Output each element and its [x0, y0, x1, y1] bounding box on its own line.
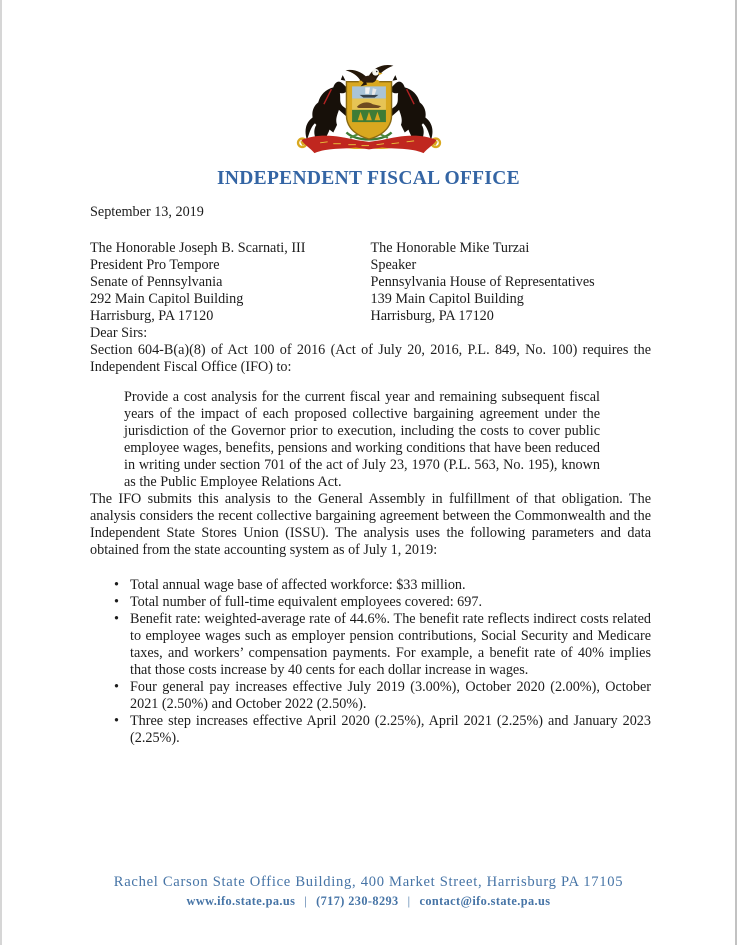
contact-line: [2, 894, 735, 909]
horse-right-icon: [387, 75, 432, 144]
email-link[interactable]: contact@ifo.state.pa.us: [419, 894, 551, 908]
list-item-employees: • Total number of full-time equivalent employees covered: 697.: [130, 594, 651, 611]
recipient-right: [371, 240, 652, 325]
parameters-list: [90, 577, 651, 747]
letter-date: September 13, 2019: [90, 204, 204, 220]
page-title: INDEPENDENT FISCAL OFFICE: [217, 168, 520, 189]
statute-quote: Provide a cost analysis for the current fiscal year and remaining subsequent fiscal years of the impact of each proposed collective bargaining agreement under the jurisdiction of the Governor prior to execution, including the costs to cover public employee wages, benefits, pensions and working conditions that have been reduced in writing under section 701 of the act of July 23, 1970 (P.L. 563, No. 195), known as the Public Employee Relations Act.: [124, 389, 600, 490]
pennsylvania-coat-of-arms-icon: [292, 61, 445, 155]
recipient-block: [90, 240, 651, 325]
paragraph-analysis: The IFO submits this analysis to the General Assembly in fulfillment of that obligation. The analysis considers the recent collective bargaining agreement between the Commonwealth and the Independent State Stores Union (ISSU). The analysis uses the following parameters and data obtained from the state accounting system as of July 1, 2019:: [90, 491, 651, 558]
recipient-street: 292 Main Capitol Building: [90, 291, 244, 307]
list-item-wage-base: • Total annual wage base of affected workforce: $33 million.: [130, 577, 651, 594]
horse-left-icon: [305, 75, 350, 144]
recipient-city: Harrisburg, PA 17120: [90, 308, 214, 324]
recipient-street: 139 Main Capitol Building: [370, 291, 524, 307]
recipient-name: The Honorable Joseph B. Scarnati, III: [90, 240, 306, 256]
office-address: Rachel Carson State Office Building, 400 Market Street, Harrisburg PA 17105: [113, 874, 624, 890]
separator: |: [304, 894, 308, 908]
list-item-pay-increases: • Four general pay increases effective July 2019 (3.00%), October 2020 (2.00%), October 2021 (2.50%) and October 2022 (2.50%).: [130, 679, 651, 713]
letter-body: [90, 204, 651, 747]
letterhead-footer: [2, 873, 735, 909]
website-link[interactable]: www.ifo.state.pa.us: [186, 894, 296, 908]
list-item-benefit-rate: • Benefit rate: weighted-average rate of 44.6%. The benefit rate reflects indirect costs related to employee wages such as employer pension contributions, Social Security and Medicare taxes, and workers’ compensation payments. For example, a benefit rate of 40% implies that those costs increase by 40 cents for each dollar increase in wages.: [130, 611, 651, 679]
recipient-org: Senate of Pennsylvania: [90, 274, 223, 290]
recipient-title: President Pro Tempore: [90, 257, 220, 273]
paragraph-intro: Section 604-B(a)(8) of Act 100 of 2016 (Act of July 20, 2016, P.L. 849, No. 100) requires the Independent Fiscal Office (IFO) to:: [90, 342, 651, 375]
recipient-name: The Honorable Mike Turzai: [370, 240, 530, 256]
shield-icon: [346, 82, 391, 139]
recipient-city: Harrisburg, PA 17120: [370, 308, 494, 324]
list-item-step-increases: • Three step increases effective April 2020 (2.25%), April 2021 (2.25%) and January 2023 (2.25%).: [130, 713, 651, 747]
phone-number: (717) 230-8293: [316, 894, 399, 908]
recipient-title: Speaker: [370, 257, 417, 273]
recipient-left: [90, 240, 371, 325]
salutation: Dear Sirs:: [90, 325, 148, 341]
recipient-org: Pennsylvania House of Representatives: [370, 274, 595, 290]
separator: |: [407, 894, 411, 908]
